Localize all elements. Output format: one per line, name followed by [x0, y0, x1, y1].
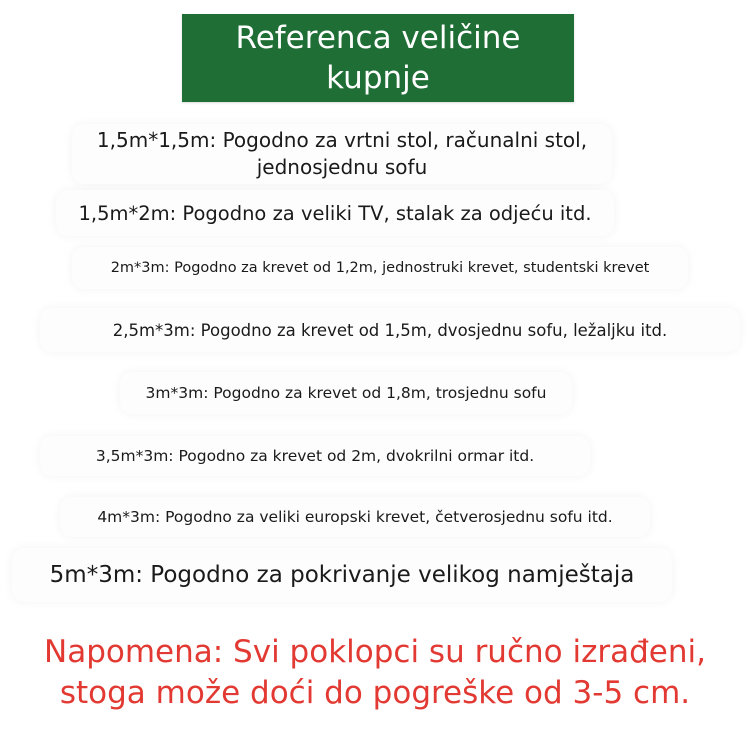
size-row-text: 5m*3m: Pogodno za pokrivanje velikog namještaja [49, 562, 635, 588]
size-row-text: 2m*3m: Pogodno za krevet od 1,2m, jednostruki krevet, studentski krevet [110, 260, 650, 276]
size-row-text: 4m*3m: Pogodno za veliki europski krevet, četverosjednu sofu itd. [97, 508, 613, 526]
size-row-3 [72, 247, 688, 289]
title-banner [182, 14, 574, 102]
size-row-7 [60, 497, 650, 537]
handmade-note [0, 632, 750, 714]
size-row-text: 1,5m*1,5m: Pogodno za vrtni stol, računalni stol, jednosjednu sofu [96, 128, 588, 179]
size-row-5 [120, 372, 572, 414]
note-line-2: stoga može doći do pogreške od 3-5 cm. [59, 675, 691, 711]
size-row-text: 3,5m*3m: Pogodno za krevet od 2m, dvokrilni ormar itd. [95, 447, 535, 465]
size-row-1 [72, 124, 612, 184]
size-row-4 [40, 308, 740, 352]
note-line-1: Napomena: Svi poklopci su ručno izrađeni, [44, 634, 706, 670]
size-row-text: 2,5m*3m: Pogodno za krevet od 1,5m, dvosjednu sofu, ležaljku itd. [112, 320, 668, 340]
size-row-2 [56, 190, 614, 236]
size-row-6 [40, 436, 590, 476]
size-row-8 [12, 548, 672, 602]
page-title: Referenca veličine kupnje [235, 20, 521, 96]
size-row-text: 1,5m*2m: Pogodno za veliki TV, stalak za odjeću itd. [78, 201, 592, 225]
size-row-text: 3m*3m: Pogodno za krevet od 1,8m, trosjednu sofu [145, 384, 547, 402]
